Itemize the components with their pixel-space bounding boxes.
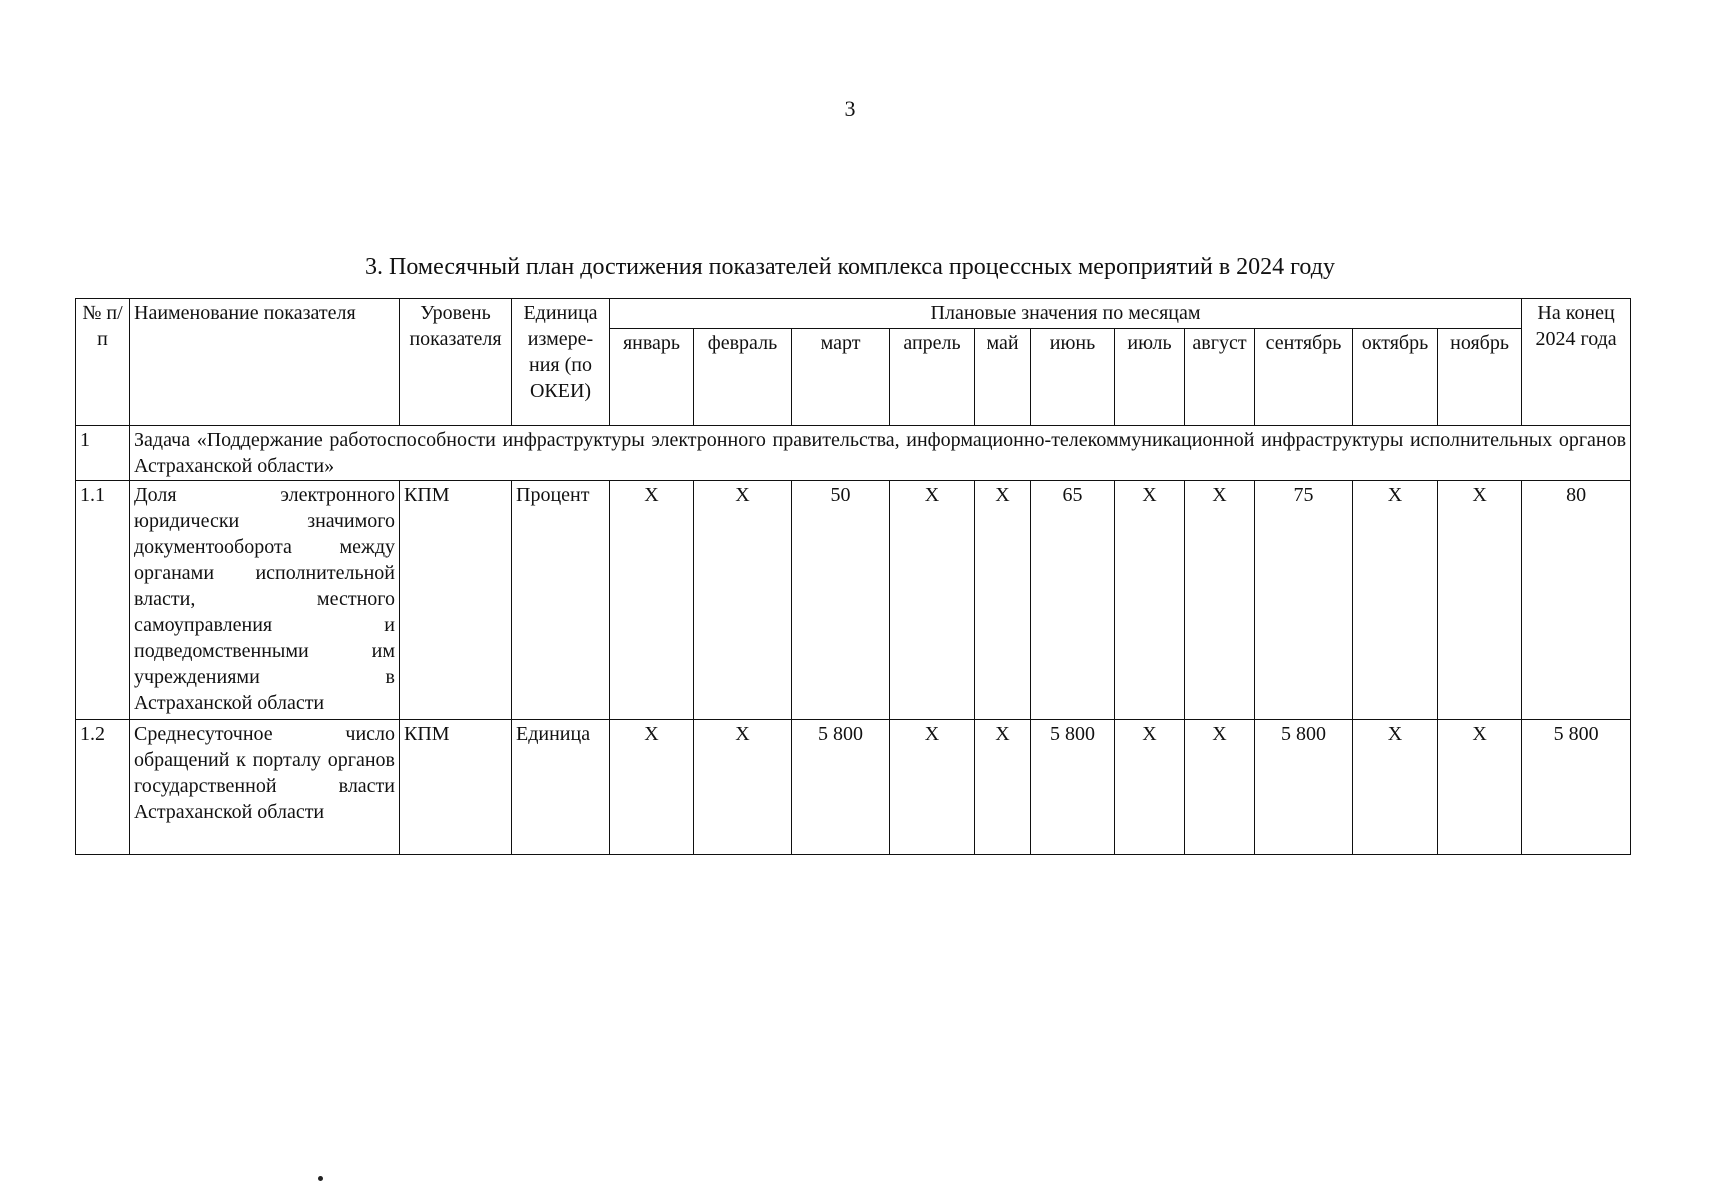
month-value: X xyxy=(1115,720,1185,855)
table-row xyxy=(76,481,1631,720)
month-value: X xyxy=(610,481,694,720)
month-header: ноябрь xyxy=(1438,329,1522,426)
month-header: январь xyxy=(610,329,694,426)
month-header: сентябрь xyxy=(1255,329,1353,426)
page-number: 3 xyxy=(844,96,856,121)
month-header: июль xyxy=(1115,329,1185,426)
header-end-of-year: На конец 2024 года xyxy=(1522,299,1631,426)
month-value: X xyxy=(1185,720,1255,855)
month-value: X xyxy=(890,481,975,720)
month-header: февраль xyxy=(694,329,792,426)
header-unit: Единица измере-ния (по ОКЕИ) xyxy=(512,299,610,426)
month-value: 65 xyxy=(1031,481,1115,720)
indicator-unit: Процент xyxy=(512,481,610,720)
month-value: X xyxy=(1438,720,1522,855)
month-header: май xyxy=(975,329,1031,426)
month-value: X xyxy=(610,720,694,855)
month-value: X xyxy=(1353,481,1438,720)
month-value: X xyxy=(975,481,1031,720)
month-value: 5 800 xyxy=(1031,720,1115,855)
header-row xyxy=(76,299,1631,329)
indicator-name: Доля электронного юридически значимого документооборота между органами исполнительной власти, местного самоуправления и подведомственными им учреждениями в Астраханской области xyxy=(130,481,400,720)
month-header: апрель xyxy=(890,329,975,426)
monthly-plan-table xyxy=(75,298,1631,855)
table-row xyxy=(76,720,1631,855)
month-value: 50 xyxy=(792,481,890,720)
header-plan-values: Плановые значения по месяцам xyxy=(610,299,1522,329)
scan-dot-mark xyxy=(318,1176,323,1181)
indicator-level: КПМ xyxy=(400,720,512,855)
indicator-unit: Единица xyxy=(512,720,610,855)
month-value: 75 xyxy=(1255,481,1353,720)
month-value: X xyxy=(890,720,975,855)
task-num: 1 xyxy=(76,426,130,481)
task-row xyxy=(76,426,1631,481)
month-header: октябрь xyxy=(1353,329,1438,426)
month-value: X xyxy=(975,720,1031,855)
month-value: X xyxy=(1438,481,1522,720)
month-value: X xyxy=(1185,481,1255,720)
month-header: март xyxy=(792,329,890,426)
month-value: X xyxy=(694,481,792,720)
month-value: X xyxy=(1353,720,1438,855)
month-value: X xyxy=(694,720,792,855)
header-name: Наименование показателя xyxy=(130,299,400,426)
indicator-name: Среднесуточное число обращений к порталу органов государственной власти Астраханской области xyxy=(130,720,400,855)
row-num: 1.2 xyxy=(76,720,130,855)
header-num: № п/п xyxy=(76,299,130,426)
month-header: август xyxy=(1185,329,1255,426)
header-level: Уровень показателя xyxy=(400,299,512,426)
end-of-year-value: 80 xyxy=(1522,481,1631,720)
month-value: X xyxy=(1115,481,1185,720)
row-num: 1.1 xyxy=(76,481,130,720)
document-title: 3. Помесячный план достижения показателей комплекса процессных мероприятий в 2024 году xyxy=(365,254,1335,280)
month-header: июнь xyxy=(1031,329,1115,426)
month-value: 5 800 xyxy=(1255,720,1353,855)
end-of-year-value: 5 800 xyxy=(1522,720,1631,855)
indicator-level: КПМ xyxy=(400,481,512,720)
month-value: 5 800 xyxy=(792,720,890,855)
task-text: Задача «Поддержание работоспособности инфраструктуры электронного правительства, информационно-телекоммуникационной инфраструктуры исполнительных органов Астраханской области» xyxy=(130,426,1631,481)
